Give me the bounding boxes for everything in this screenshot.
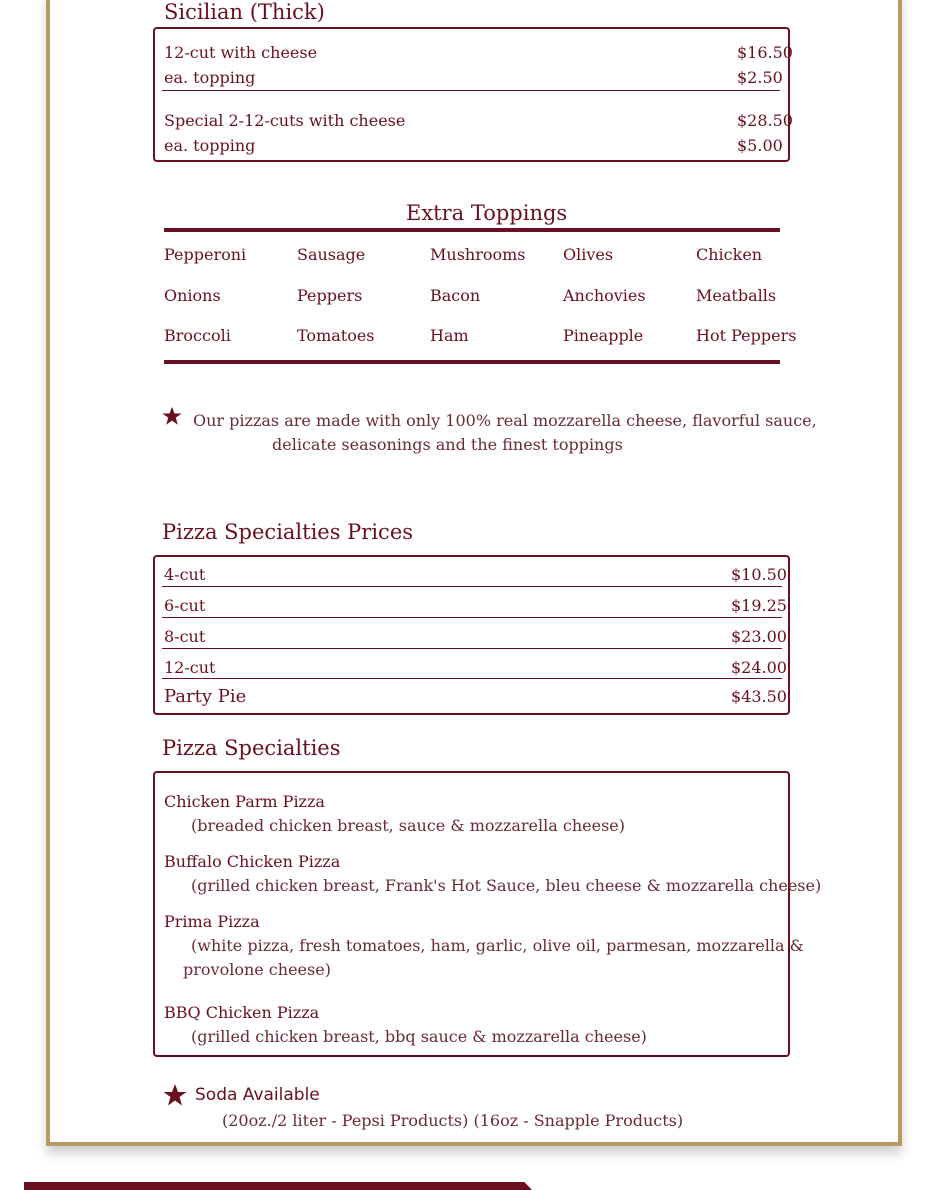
price-row-label: Party Pie: [164, 686, 247, 707]
star-icon: [163, 1083, 187, 1107]
specialties-title: Pizza Specialties: [162, 736, 341, 760]
topping-item: Hot Peppers: [696, 326, 797, 345]
toppings-title: Extra Toppings: [406, 201, 568, 225]
sicilian-row-price: $16.50: [737, 43, 793, 62]
note-line-1: Our pizzas are made with only 100% real mozzarella cheese, flavorful sauce,: [193, 411, 817, 430]
topping-item: Olives: [563, 245, 614, 264]
specialty-name: BBQ Chicken Pizza: [164, 1003, 320, 1022]
price-row-price: $24.00: [731, 658, 787, 677]
specialty-desc: (white pizza, fresh tomatoes, ham, garlic, olive oil, parmesan, mozzarella &: [191, 936, 804, 955]
specialty-desc: provolone cheese): [183, 960, 331, 979]
price-row-label: 12-cut: [164, 658, 216, 677]
footer-bar: [24, 1182, 532, 1190]
price-row-label: 8-cut: [164, 627, 206, 646]
specialty-prices-title: Pizza Specialties Prices: [162, 520, 414, 544]
specialty-desc: (grilled chicken breast, Frank's Hot Sauce, bleu cheese & mozzarella cheese): [191, 876, 822, 895]
soda-detail: (20oz./2 liter - Pepsi Products) (16oz - Snapple Products): [222, 1111, 684, 1130]
topping-item: Anchovies: [563, 286, 646, 305]
toppings-bottom-rule: [164, 360, 780, 364]
topping-item: Ham: [430, 326, 469, 345]
soda-title: Soda Available: [195, 1085, 320, 1105]
divider: [162, 648, 782, 649]
topping-item: Pineapple: [563, 326, 644, 345]
divider: [162, 617, 782, 618]
sicilian-row-label: 12-cut with cheese: [164, 43, 318, 62]
price-row-price: $10.50: [731, 565, 787, 584]
topping-item: Pepperoni: [164, 245, 247, 264]
topping-item: Broccoli: [164, 326, 231, 345]
sicilian-row-price: $28.50: [737, 111, 793, 130]
sicilian-row-label: Special 2-12-cuts with cheese: [164, 111, 406, 130]
divider: [162, 586, 782, 587]
price-row-price: $19.25: [731, 596, 787, 615]
topping-item: Tomatoes: [297, 326, 375, 345]
specialty-name: Prima Pizza: [164, 912, 260, 931]
specialty-prices-box: [153, 555, 790, 715]
topping-item: Mushrooms: [430, 245, 526, 264]
topping-item: Peppers: [297, 286, 363, 305]
topping-item: Onions: [164, 286, 221, 305]
toppings-top-rule: [164, 228, 780, 232]
specialty-name: Buffalo Chicken Pizza: [164, 852, 341, 871]
specialty-desc: (breaded chicken breast, sauce & mozzarella cheese): [191, 816, 625, 835]
sicilian-row-price: $2.50: [737, 68, 783, 87]
price-row-label: 6-cut: [164, 596, 206, 615]
specialty-desc: (grilled chicken breast, bbq sauce & mozzarella cheese): [191, 1027, 647, 1046]
topping-item: Sausage: [297, 245, 366, 264]
price-row-label: 4-cut: [164, 565, 206, 584]
specialty-name: Chicken Parm Pizza: [164, 792, 325, 811]
topping-item: Meatballs: [696, 286, 777, 305]
sicilian-row-label: ea. topping: [164, 68, 256, 87]
sicilian-row-label: ea. topping: [164, 136, 256, 155]
sicilian-row-price: $5.00: [737, 136, 783, 155]
sicilian-title: Sicilian (Thick): [164, 0, 325, 24]
topping-item: Chicken: [696, 245, 763, 264]
divider: [162, 678, 782, 679]
note-line-2: delicate seasonings and the finest toppings: [272, 435, 623, 454]
divider: [162, 90, 780, 91]
price-row-price: $23.00: [731, 627, 787, 646]
price-row-price: $43.50: [731, 687, 787, 706]
star-icon: [162, 406, 182, 426]
topping-item: Bacon: [430, 286, 481, 305]
